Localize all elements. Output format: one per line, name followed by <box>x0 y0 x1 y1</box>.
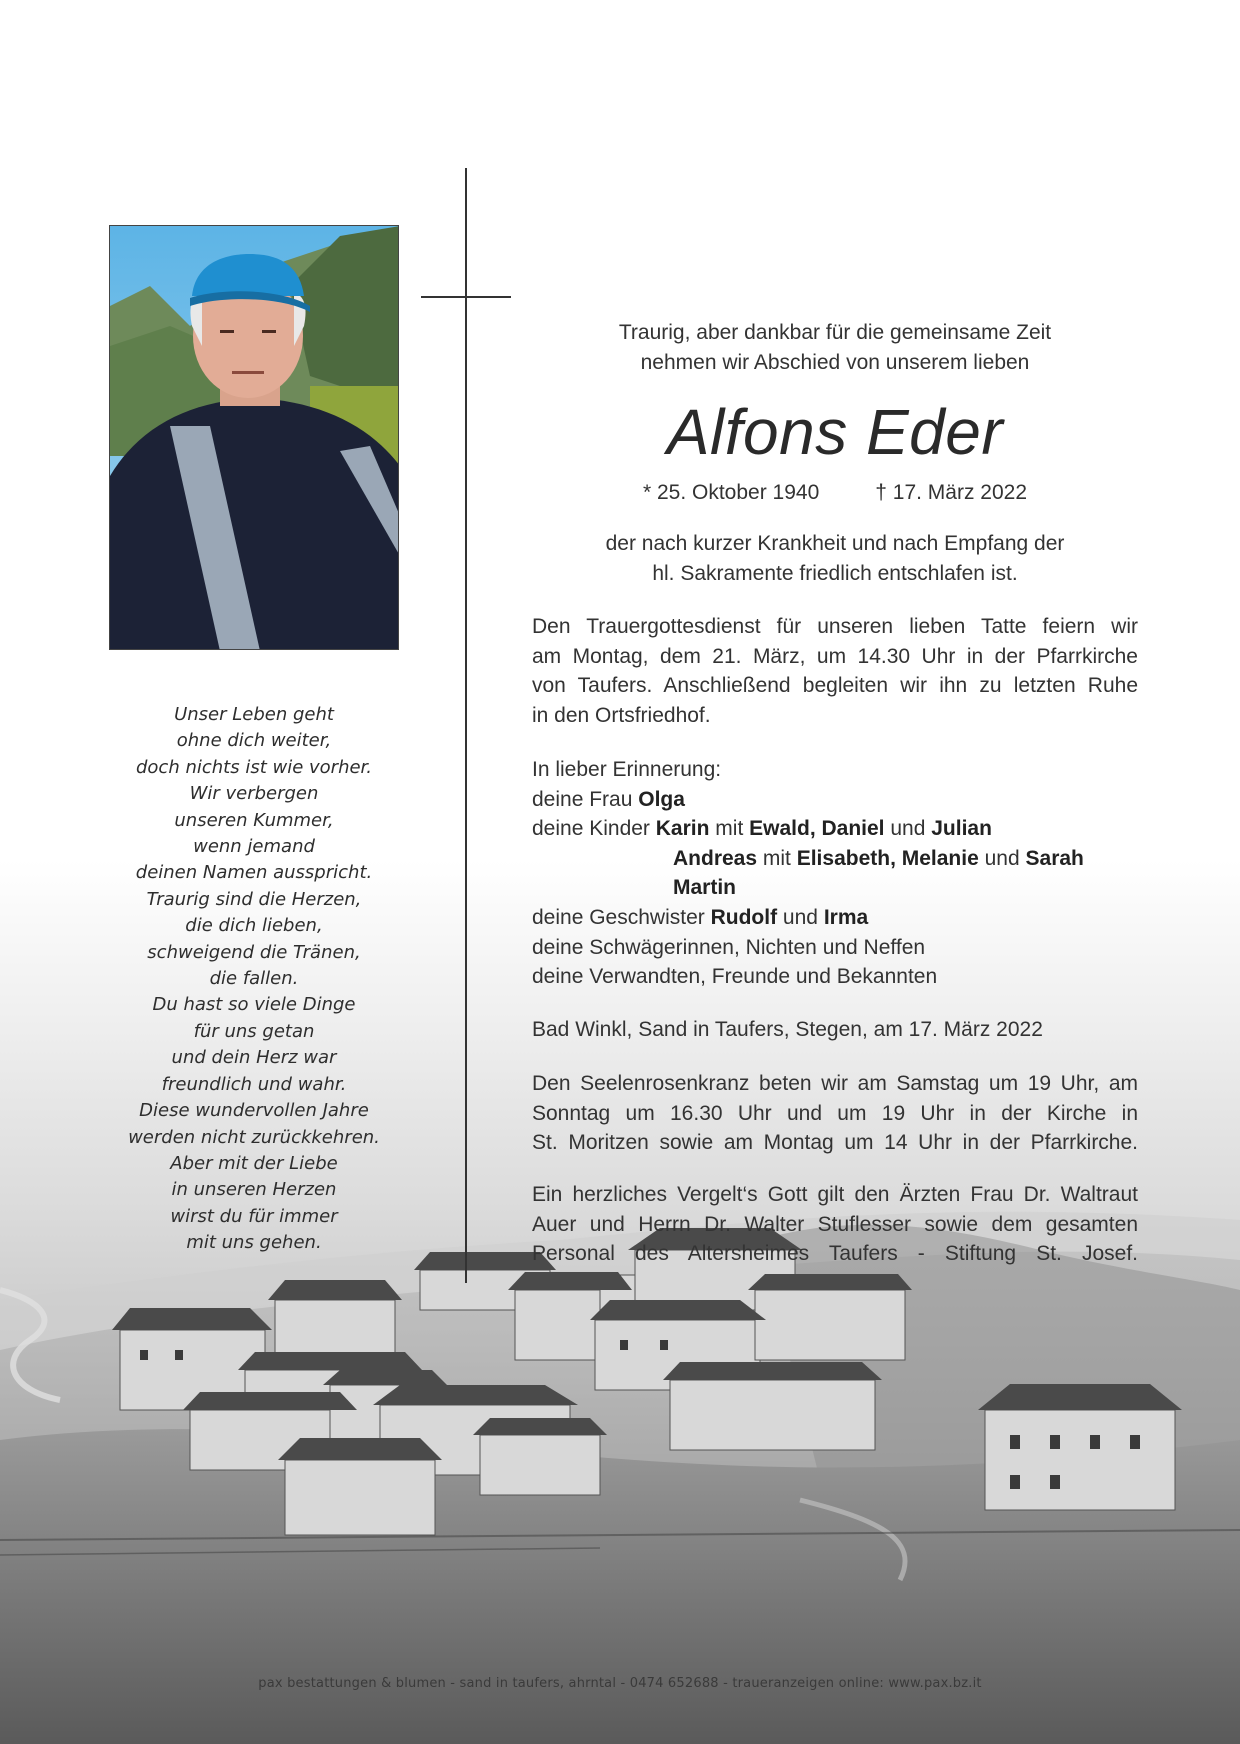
deceased-name: Alfons Eder <box>666 396 1004 468</box>
poem-line: wirst du für immer <box>170 1205 338 1227</box>
mourner-siblings: deine Geschwister Rudolf und Irma <box>532 905 869 929</box>
mourner-inlaws: deine Schwägerinnen, Nichten und Neffen <box>532 935 926 959</box>
thanks-line: Auer und Herrn Dr. Walter Stuflesser sowie dem gesamten <box>532 1212 1138 1236</box>
poem-line: Wir verbergen <box>189 783 319 805</box>
mourner-children: deine Kinder Karin mit Ewald, Daniel und Julian <box>532 817 992 841</box>
poem-line: die dich lieben, <box>185 915 323 937</box>
birth-date: * 25. Oktober 1940 <box>642 481 820 504</box>
poem-line: Aber mit der Liebe <box>170 1152 338 1174</box>
poem-line: schweigend die Tränen, <box>147 941 361 963</box>
place-and-date: Bad Winkl, Sand in Taufers, Stegen, am 17. März 2022 <box>532 1018 1043 1041</box>
poem-line: in unseren Herzen <box>171 1179 337 1201</box>
mourner-relatives: deine Verwandten, Freunde und Bekannten <box>532 965 938 989</box>
description-line: hl. Sakramente friedlich entschlafen ist. <box>652 561 1018 585</box>
service-line: Den Trauergottesdienst für unseren lieben Tatte feiern wir <box>532 615 1138 638</box>
portrait-photo <box>109 225 399 650</box>
description-line: der nach kurzer Krankheit und nach Empfang der <box>605 532 1065 555</box>
poem-line: werden nicht zurückkehren. <box>128 1126 380 1148</box>
service-line: am Montag, dem 21. März, um 14.30 Uhr in der Pfarrkirche <box>532 644 1138 668</box>
cross-vertical-line <box>465 168 467 1283</box>
death-date: † 17. März 2022 <box>875 481 1028 504</box>
service-line: von Taufers. Anschließend begleiten wir ihn zu letzten Ruhe <box>532 674 1138 698</box>
rosary-line: Den Seelenrosenkranz beten wir am Samstag um 19 Uhr, am <box>532 1072 1138 1095</box>
poem-line: Diese wundervollen Jahre <box>139 1100 369 1122</box>
intro-line: nehmen wir Abschied von unserem lieben <box>640 351 1030 374</box>
poem-line: freundlich und wahr. <box>161 1073 347 1095</box>
poem-line: deinen Namen ausspricht. <box>135 862 373 884</box>
rosary-text <box>532 1069 1138 1158</box>
mourner-children-cont: Martin <box>673 876 736 900</box>
poem-line: Unser Leben geht <box>174 704 334 725</box>
poem-line: Du hast so viele Dinge <box>152 994 356 1016</box>
death-description <box>532 529 1138 588</box>
poem-line: und dein Herz war <box>171 1047 337 1069</box>
service-line: in den Ortsfriedhof. <box>532 703 711 727</box>
poem-line: wenn jemand <box>193 836 315 858</box>
mourners-list <box>532 755 1138 992</box>
poem-line: für uns getan <box>193 1020 315 1042</box>
memory-heading: In lieber Erinnerung: <box>532 758 722 781</box>
mourner-children-cont: Andreas mit Elisabeth, Melanie und Sarah <box>673 846 1084 870</box>
life-dates <box>532 478 1138 508</box>
poem-line: die fallen. <box>209 968 299 990</box>
thanks-line: Ein herzliches Vergelt‘s Gott gilt den Ärzten Frau Dr. Waltraut <box>532 1183 1138 1206</box>
mourner-wife: deine Frau Olga <box>532 787 685 811</box>
poem-line: doch nichts ist wie vorher. <box>135 756 373 778</box>
poem-line: unseren Kummer, <box>174 809 334 831</box>
footer-imprint: pax bestattungen & blumen - sand in taufers, ahrntal - 0474 652688 - traueranzeigen online: www.pax.bz.it <box>258 1676 982 1691</box>
thanks-text <box>532 1180 1138 1269</box>
intro-line: Traurig, aber dankbar für die gemeinsame Zeit <box>618 321 1052 344</box>
intro-text <box>532 318 1138 378</box>
funeral-service-text <box>532 612 1138 730</box>
memorial-poem <box>104 702 404 1257</box>
poem-line: ohne dich weiter, <box>176 730 332 752</box>
cross-horizontal-line <box>421 296 511 298</box>
rosary-line: St. Moritzen sowie am Montag um 14 Uhr in der Pfarrkirche. <box>532 1131 1138 1155</box>
poem-line: Traurig sind die Herzen, <box>146 888 362 910</box>
thanks-line: Personal des Altersheimes Taufers - Stiftung St. Josef. <box>532 1242 1138 1266</box>
rosary-line: Sonntag um 16.30 Uhr und um 19 Uhr in der Kirche in <box>532 1101 1138 1125</box>
poem-line: mit uns gehen. <box>186 1232 322 1254</box>
